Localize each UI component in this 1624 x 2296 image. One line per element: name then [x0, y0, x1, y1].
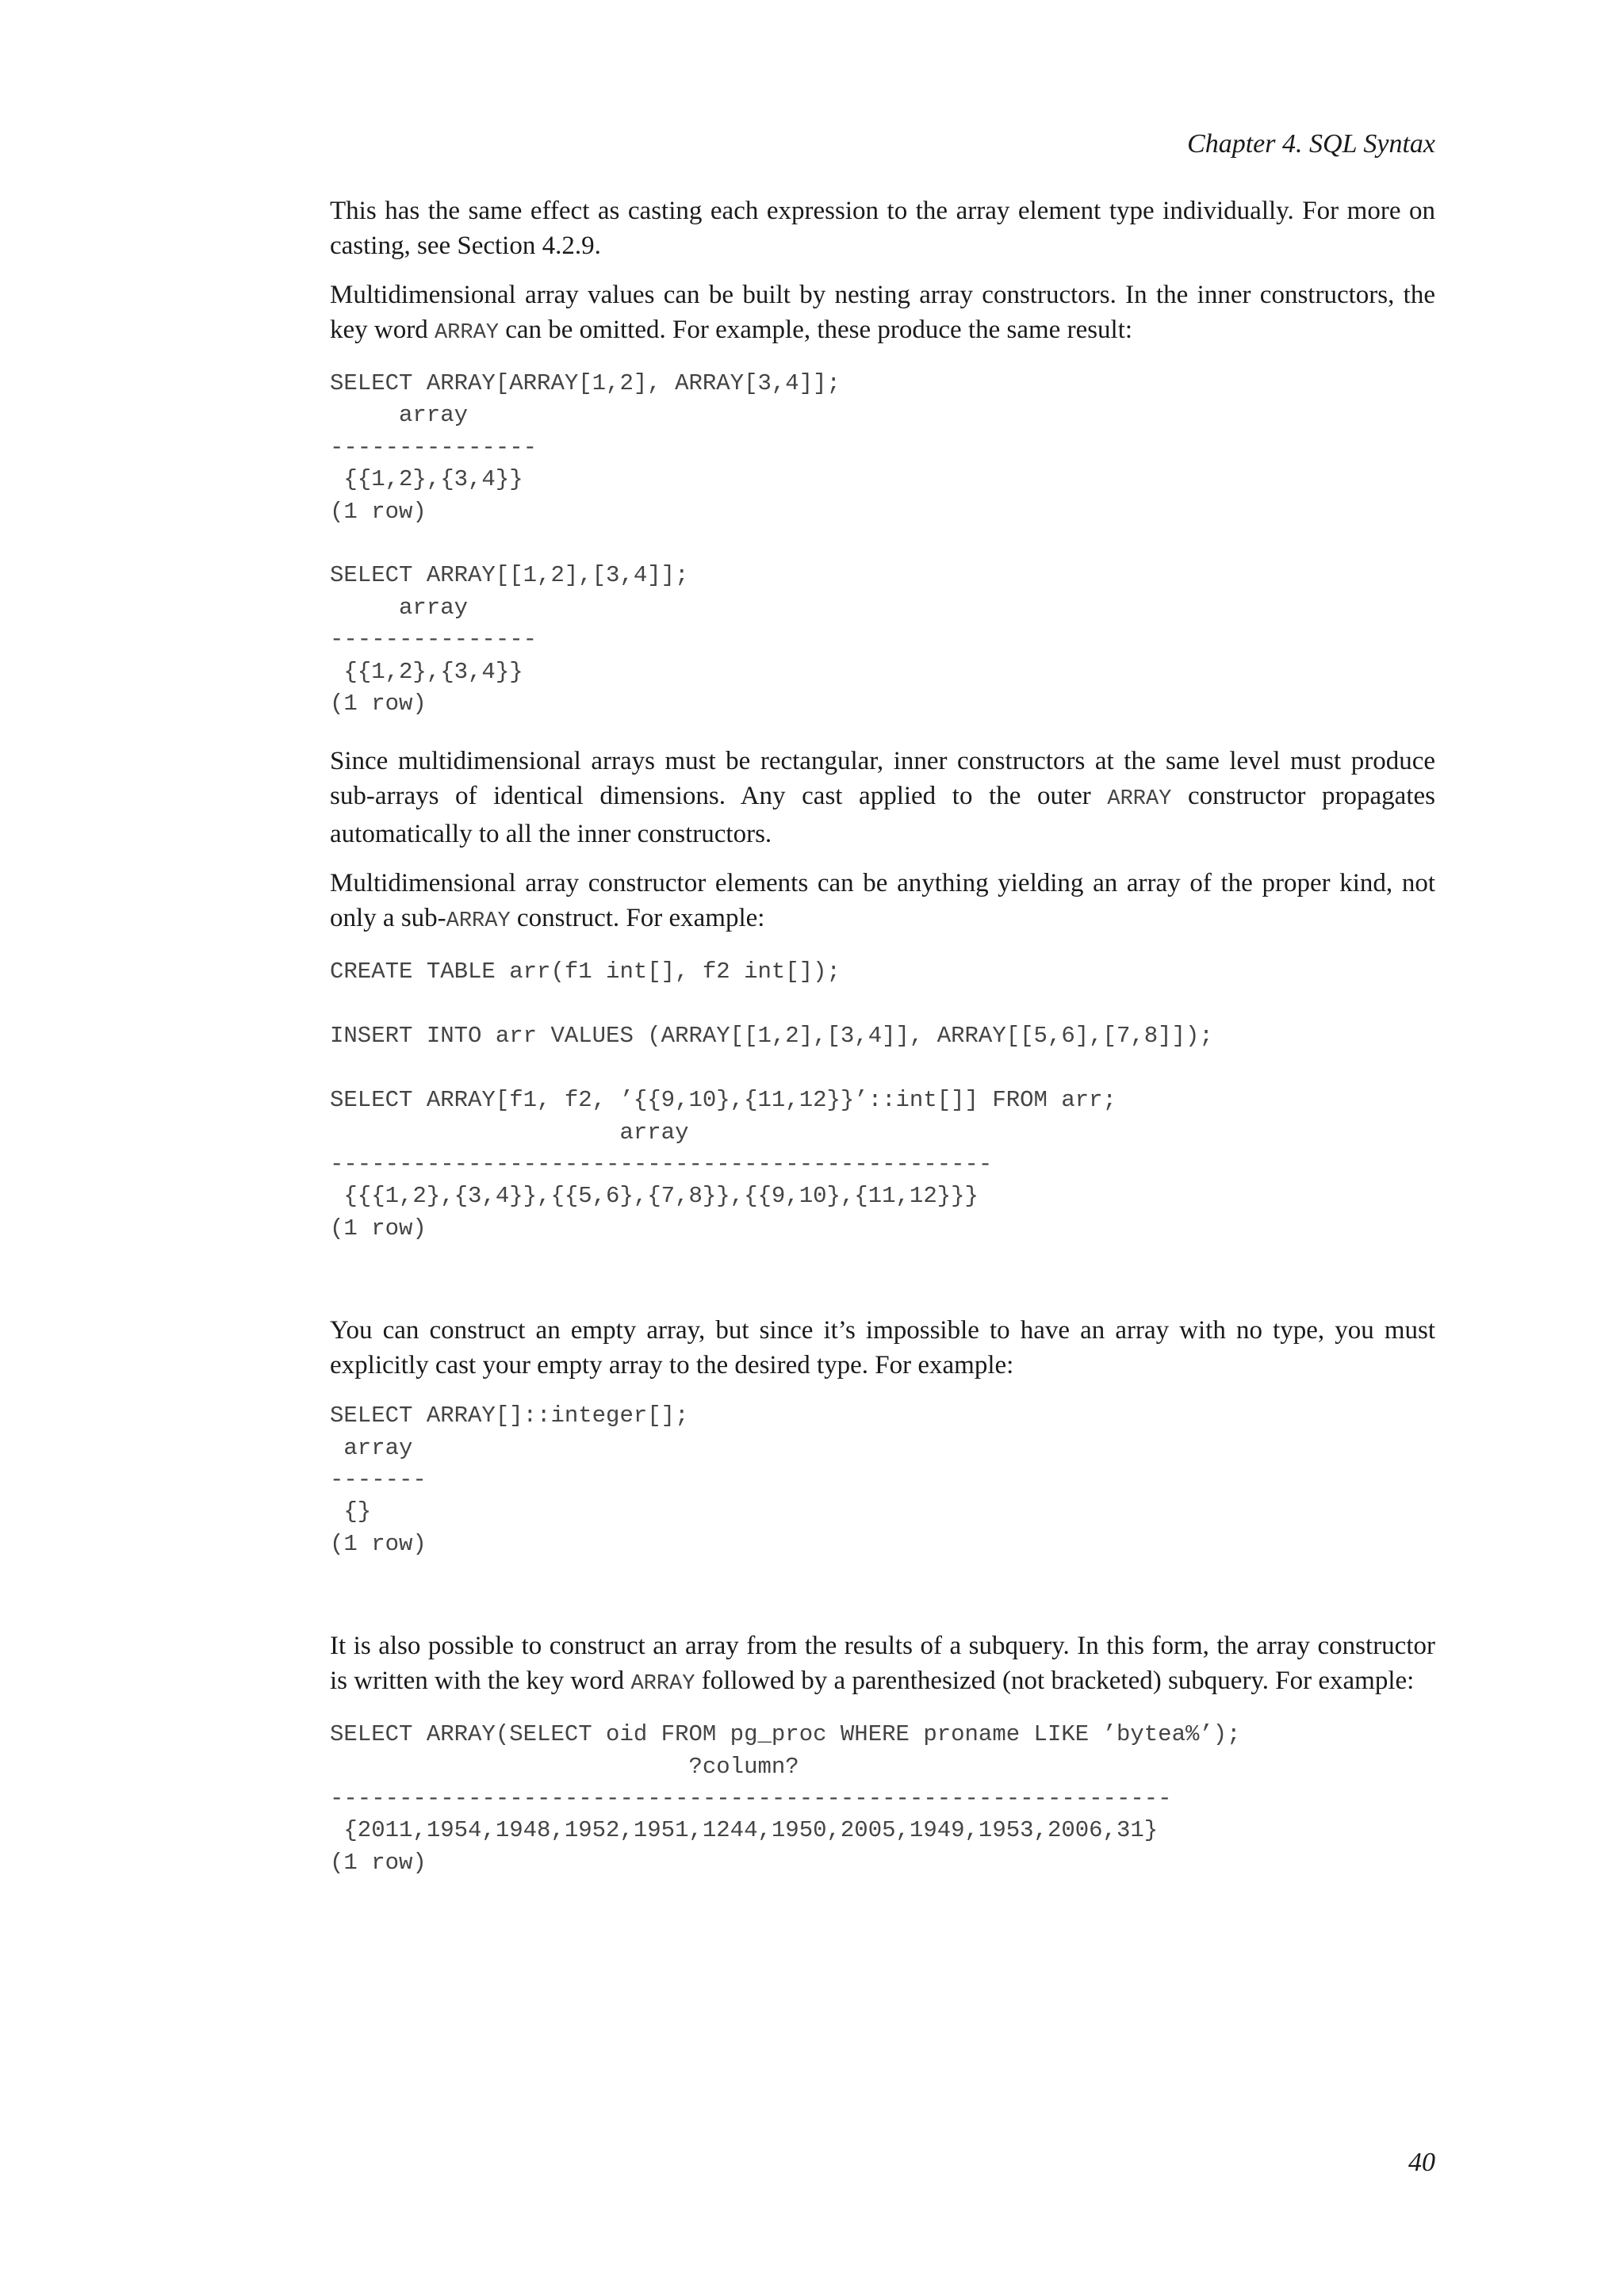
paragraph-text: Since multidimensional arrays must be rectangular, inner constructors at the same level must produce sub-arrays of identical dimensions. Any cast applied to the outer: [330, 747, 1435, 811]
code-block-empty-array: SELECT ARRAY[]::integer[]; array ------- {} (1 row): [330, 1402, 689, 1557]
paragraph-subquery-array: [330, 1628, 1435, 1701]
inline-code-array: ARRAY: [434, 321, 499, 345]
paragraph-text: followed by a parenthesized (not bracketed) subquery. For example:: [695, 1667, 1415, 1696]
paragraph-rectangular-arrays: [330, 744, 1435, 851]
paragraph-text: can be omitted. For example, these produce the same result:: [498, 316, 1133, 344]
code-block-nested-constructors: SELECT ARRAY[ARRAY[1,2], ARRAY[3,4]]; array --------------- {{1,2},{3,4}} (1 row) SELECT ARRAY[[1,2],[3,4]]; array --------------- {{1,2},{3,4}} (1 row): [330, 370, 841, 718]
document-page: [330, 0, 1435, 2296]
paragraph-text: construct. For example:: [510, 904, 765, 933]
paragraph-text: Multidimensional array values can be built by nesting array constructors. In the inner constructors, the key word: [330, 281, 1435, 344]
paragraph-text: It is also possible to construct an array from the results of a subquery. In this form, the array constructor is written with the key word: [330, 1632, 1435, 1696]
paragraph-casting-note: This has the same effect as casting each expression to the array element type individually. For more on casting, see Section 4.2.9.: [330, 197, 1435, 260]
paragraph-empty-array: You can construct an empty array, but since it’s impossible to have an array with no type, you must explicitly cast your empty array to the desired type. For example:: [330, 1316, 1435, 1380]
paragraph-text: constructor propagates automatically to all the inner constructors.: [330, 782, 1435, 849]
paragraph-constructor-elements: [330, 866, 1435, 939]
spacer: [330, 1584, 1435, 1628]
code-block-subquery: SELECT ARRAY(SELECT oid FROM pg_proc WHERE proname LIKE ’bytea%’); ?column? ------------------------------------------------------------- {2011,1954,1948,1952,1951,1244,1950,2005,1949,1953,2006,31} (1 row): [330, 1721, 1241, 1876]
inline-code-array: ARRAY: [630, 1672, 695, 1697]
inline-code-array: ARRAY: [1107, 787, 1172, 812]
paragraph-multidimensional-intro: [330, 277, 1435, 350]
inline-code-array: ARRAY: [446, 909, 511, 934]
body-flow: [330, 193, 1435, 1903]
paragraph-text: Multidimensional array constructor elements can be anything yielding an array of the proper kind, not only a sub-: [330, 869, 1435, 933]
spacer: [330, 1269, 1435, 1313]
page-number: 40: [1408, 2148, 1435, 2177]
code-block-arr-table: CREATE TABLE arr(f1 int[], f2 int[]); INSERT INTO arr VALUES (ARRAY[[1,2],[3,4]], ARRAY[[5,6],[7,8]]); SELECT ARRAY[f1, f2, ’{{9,10},{11,12}}’::int[]] FROM arr; array ------------------------------------------------ {{{1,2},{3,4}},{{5,6},{7,8}},{{9,10},{11,12}}} (1 row): [330, 959, 1213, 1242]
running-header: Chapter 4. SQL Syntax: [1187, 129, 1435, 159]
